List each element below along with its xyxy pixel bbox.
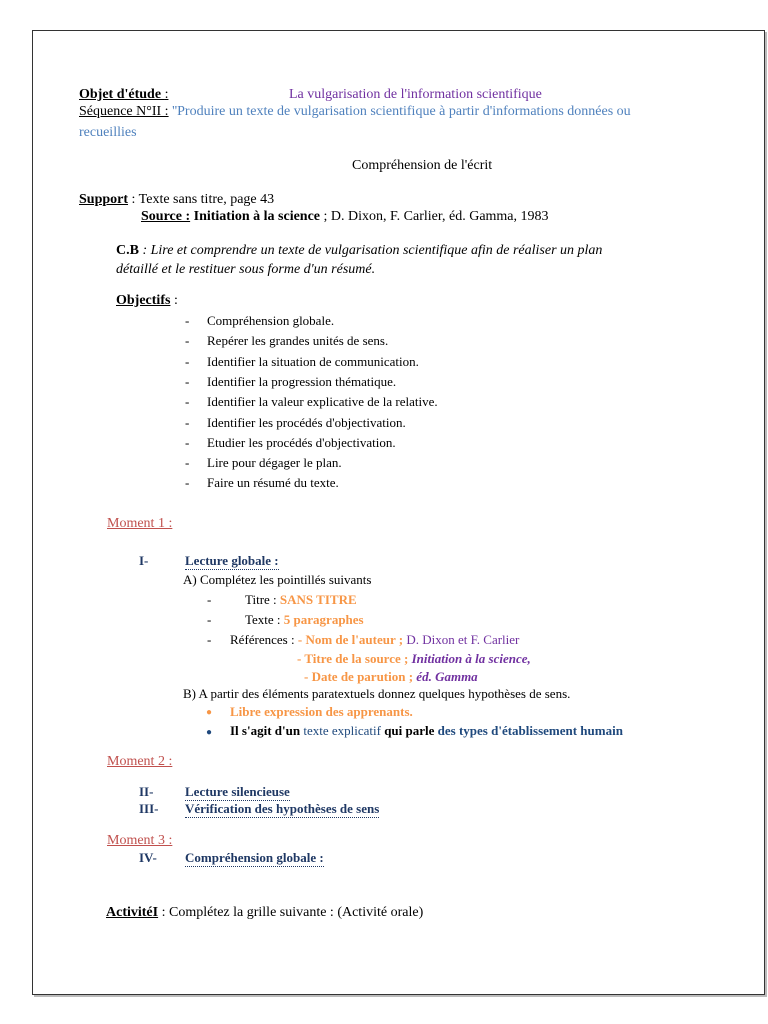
objectif-item: Identifier la progression thématique. xyxy=(207,374,397,389)
section-num-2: II- xyxy=(139,784,154,799)
part-a-label: A) Complétez les pointillés suivants xyxy=(183,572,372,587)
sequence-line: Séquence N°II : ''Produire un texte de vulgarisation scientifique à partir d'informations données ou xyxy=(79,104,631,119)
cb-line-1: C.B : Lire et comprendre un texte de vulgarisation scientifique afin de réaliser un plan xyxy=(116,243,603,258)
dash: - xyxy=(207,592,212,607)
objectif-dash: - xyxy=(185,475,190,490)
activite-line: ActivitéI : Complétez la grille suivante : (Activité orale) xyxy=(106,905,424,920)
objectif-item: Repérer les grandes unités de sens. xyxy=(207,333,389,348)
objectif-item: Lire pour dégager le plan. xyxy=(207,455,342,470)
objet-label: Objet d'étude : xyxy=(79,87,169,102)
objectif-item: Identifier la situation de communication. xyxy=(207,354,419,369)
part-b-label: B) A partir des éléments paratextuels donnez quelques hypothèses de sens. xyxy=(183,686,571,701)
sequence-line-2: recueillies xyxy=(79,125,137,140)
objectif-dash: - xyxy=(185,333,190,348)
moment-1-label: Moment 1 : xyxy=(107,516,173,531)
references-line-2: - Titre de la source ; Initiation à la science, xyxy=(297,651,531,666)
objectif-item: Compréhension globale. xyxy=(207,313,335,328)
references-line-3: - Date de parution ; éd. Gamma xyxy=(304,669,478,684)
lecture-silencieuse-title: Lecture silencieuse xyxy=(185,784,290,799)
objectif-item: Faire un résumé du texte. xyxy=(207,475,339,490)
objectif-dash: - xyxy=(185,415,190,430)
dash: - xyxy=(207,612,212,627)
hypothesis-2: Il s'agit d'un texte explicatif qui parle des types d'établissement humain xyxy=(230,723,623,738)
objectif-dash: - xyxy=(185,313,190,328)
section-title: Compréhension de l'écrit xyxy=(352,158,493,173)
support-line: Support : Texte sans titre, page 43 xyxy=(79,192,275,207)
lecture-globale-title: Lecture globale : xyxy=(185,553,279,568)
objectif-dash: - xyxy=(185,374,190,389)
objectif-item: Identifier les procédés d'objectivation. xyxy=(207,415,406,430)
cb-line-2: détaillé et le restituer sous forme d'un résumé. xyxy=(116,262,376,277)
objectif-dash: - xyxy=(185,435,190,450)
references-line: Références : - Nom de l'auteur ; D. Dixon et F. Carlier xyxy=(230,632,520,647)
objectif-dash: - xyxy=(185,354,190,369)
hypothesis-1: Libre expression des apprenants. xyxy=(230,704,413,719)
dash: - xyxy=(207,632,212,647)
texte-line: Texte : 5 paragraphes xyxy=(245,612,364,627)
objet-value: La vulgarisation de l'information scientifique xyxy=(289,87,542,102)
section-num-3: III- xyxy=(139,801,159,816)
objectif-item: Etudier les procédés d'objectivation. xyxy=(207,435,396,450)
moment-3-label: Moment 3 : xyxy=(107,833,173,848)
objectifs-label: Objectifs : xyxy=(116,293,178,308)
bullet-icon: ● xyxy=(206,727,213,738)
source-line: Source : Initiation à la science ; D. Dixon, F. Carlier, éd. Gamma, 1983 xyxy=(141,209,549,224)
objectif-dash: - xyxy=(185,394,190,409)
section-num-4: IV- xyxy=(139,850,157,865)
objectif-dash: - xyxy=(185,455,190,470)
objectif-item: Identifier la valeur explicative de la relative. xyxy=(207,394,438,409)
titre-line: Titre : SANS TITRE xyxy=(245,592,357,607)
section-num-1: I- xyxy=(139,553,149,568)
verification-title: Vérification des hypothèses de sens xyxy=(185,801,380,816)
comprehension-globale-title: Compréhension globale : xyxy=(185,850,324,865)
bullet-icon: ● xyxy=(206,707,213,718)
moment-2-label: Moment 2 : xyxy=(107,754,173,769)
